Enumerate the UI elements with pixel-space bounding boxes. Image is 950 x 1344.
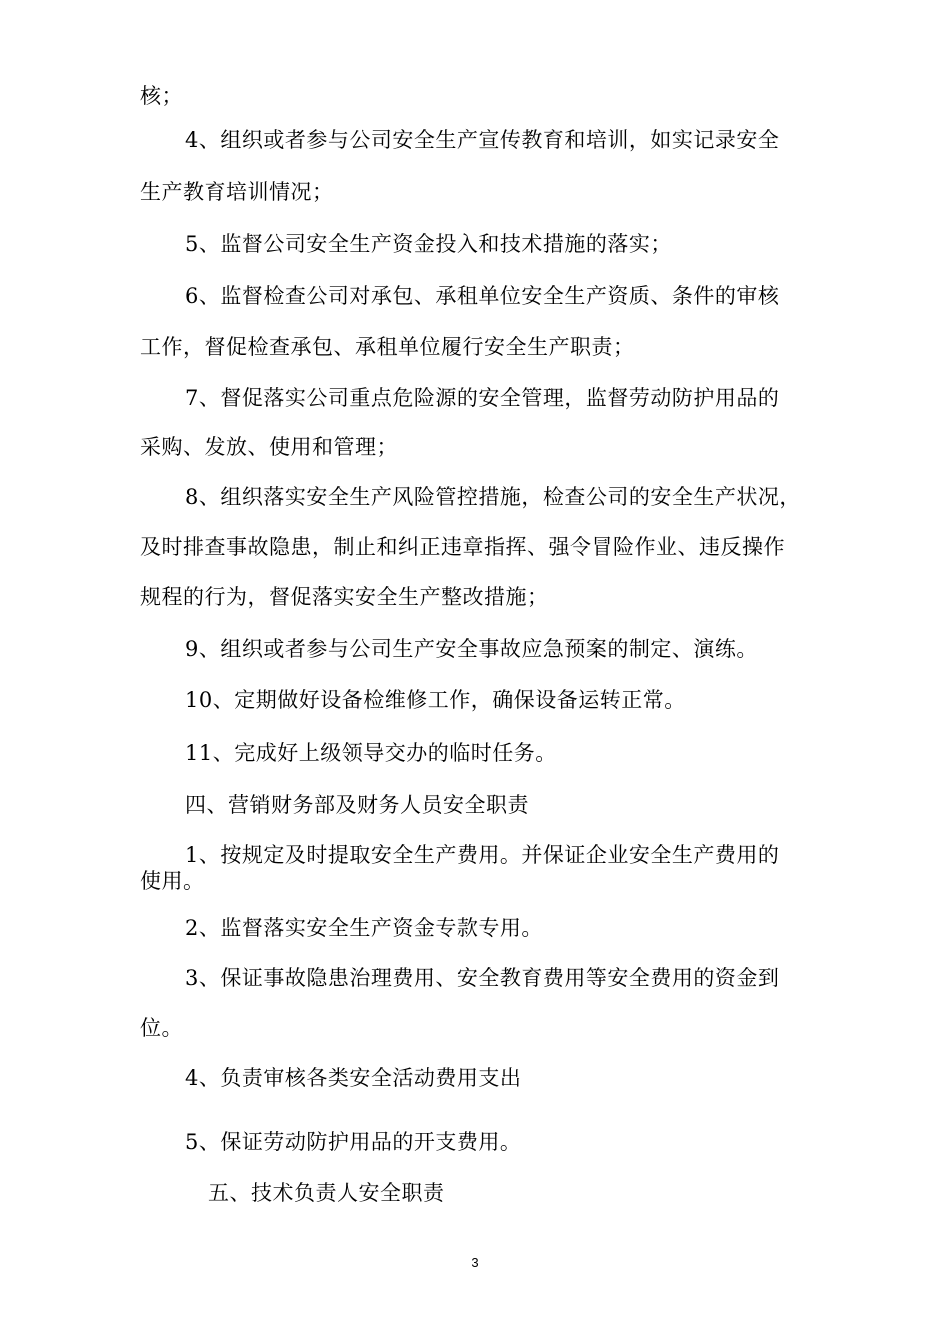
text-line: 11、完成好上级领导交办的临时任务。 <box>185 741 557 765</box>
text-line: 6、监督检查公司对承包、承租单位安全生产资质、条件的审核 <box>185 284 780 308</box>
text-line: 采购、发放、使用和管理； <box>140 435 398 459</box>
text-line: 核； <box>140 84 183 108</box>
text-line: 2、监督落实安全生产资金专款专用。 <box>185 916 543 940</box>
text-line: 3、保证事故隐患治理费用、安全教育费用等安全费用的资金到 <box>185 966 780 990</box>
text-line: 5、保证劳动防护用品的开支费用。 <box>185 1130 522 1154</box>
text-line: 使用。 <box>140 869 205 893</box>
text-line: 位。 <box>140 1016 183 1040</box>
text-line: 10、定期做好设备检维修工作，确保设备运转正常。 <box>185 688 686 712</box>
text-line: 5、监督公司安全生产资金投入和技术措施的落实； <box>185 232 672 256</box>
text-line: 及时排查事故隐患，制止和纠正违章指挥、强令冒险作业、违反操作 <box>140 535 785 559</box>
section-heading: 四、营销财务部及财务人员安全职责 <box>185 793 529 817</box>
text-line: 8、组织落实安全生产风险管控措施，检查公司的安全生产状况， <box>185 485 801 509</box>
section-heading: 五、技术负责人安全职责 <box>208 1181 445 1205</box>
text-line: 4、组织或者参与公司安全生产宣传教育和培训，如实记录安全 <box>185 128 780 152</box>
text-line: 4、负责审核各类安全活动费用支出 <box>185 1066 522 1090</box>
text-line: 规程的行为，督促落实安全生产整改措施； <box>140 585 549 609</box>
text-line: 生产教育培训情况； <box>140 180 334 204</box>
text-line: 9、组织或者参与公司生产安全事故应急预案的制定、演练。 <box>185 637 758 661</box>
text-line: 1、按规定及时提取安全生产费用。并保证企业安全生产费用的 <box>185 843 780 867</box>
text-line: 7、督促落实公司重点危险源的安全管理，监督劳动防护用品的 <box>185 386 780 410</box>
page-number: 3 <box>471 1255 479 1270</box>
text-line: 工作，督促检查承包、承租单位履行安全生产职责； <box>140 335 635 359</box>
